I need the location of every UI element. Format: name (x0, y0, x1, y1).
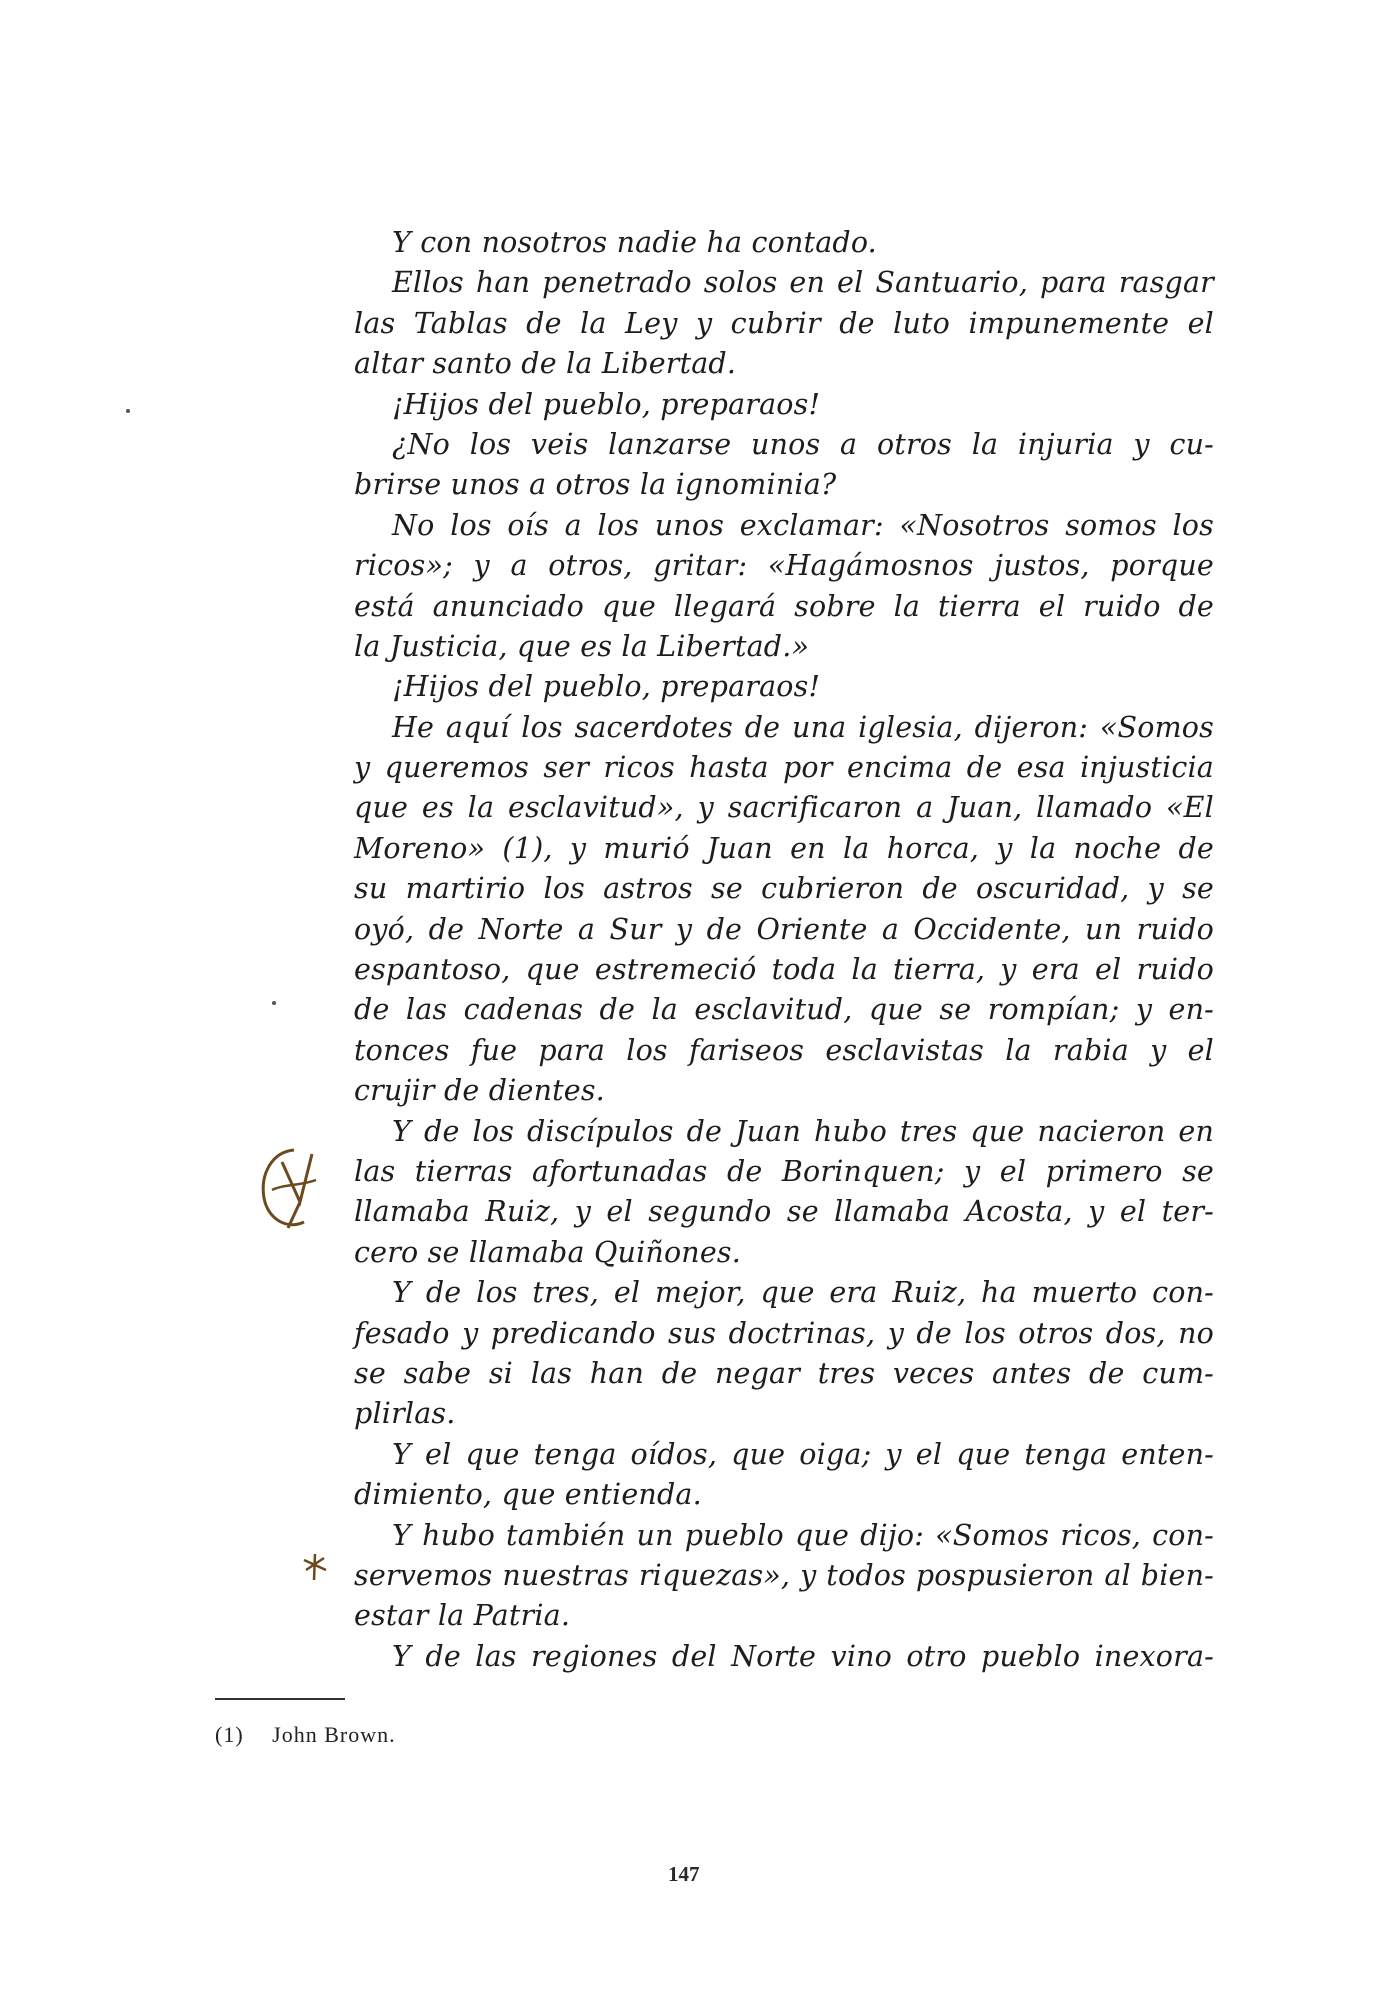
text-line: plirlas. (354, 1397, 456, 1431)
text-line: la Justicia, que es la Libertad.» (354, 629, 810, 663)
text-line: ¿No los veis lanzarse unos a otros la injuria y cu- (392, 427, 1214, 461)
text-line: Y de los discípulos de Juan hubo tres que nacieron en (392, 1114, 1214, 1148)
footnote-divider (215, 1698, 345, 1700)
text-line: de las cadenas de la esclavitud, que se rompían; y en- (354, 993, 1214, 1027)
text-line: estar la Patria. (354, 1599, 571, 1633)
text-line: ricos»; y a otros, gritar: «Hagámosnos justos, porque (354, 549, 1214, 583)
text-line: Y de los tres, el mejor, que era Ruiz, ha muerto con- (392, 1276, 1214, 1310)
page-number: 147 (668, 1862, 700, 1886)
margin-dot-mark (272, 1001, 276, 1005)
footnote-marker: (1) (215, 1722, 244, 1747)
handwritten-monogram-icon (254, 1140, 330, 1236)
text-line: No los oís a los unos exclamar: «Nosotros somos los (392, 508, 1214, 542)
text-line: su martirio los astros se cubrieron de oscuridad, y se (354, 872, 1214, 906)
text-line: servemos nuestras riquezas», y todos pospusieron al bien- (354, 1558, 1214, 1592)
text-line: brirse unos a otros la ignominia? (354, 468, 837, 502)
margin-dot-mark (126, 409, 130, 413)
text-line: Moreno» (1), y murió Juan en la horca, y la noche de (354, 831, 1214, 865)
text-line: está anunciado que llegará sobre la tierra el ruido de (354, 589, 1214, 623)
text-line: He aquí los sacerdotes de una iglesia, dijeron: «Somos (392, 710, 1214, 744)
text-line: llamaba Ruiz, y el segundo se llamaba Acosta, y el ter- (354, 1195, 1214, 1229)
footnote-text: John Brown. (272, 1722, 396, 1747)
text-line: tonces fue para los fariseos esclavistas la rabia y el (354, 1033, 1214, 1067)
text-line: las Tablas de la Ley y cubrir de luto impunemente el (354, 306, 1214, 340)
text-line: Y hubo también un pueblo que dijo: «Somos ricos, con- (392, 1518, 1214, 1552)
text-line: altar santo de la Libertad. (354, 347, 737, 381)
text-line: espantoso, que estremeció toda la tierra, y era el ruido (354, 953, 1214, 987)
text-line: fesado y predicando sus doctrinas, y de los otros dos, no (354, 1316, 1214, 1350)
handwritten-asterisk-icon (300, 1550, 330, 1584)
body-text (354, 223, 1214, 1677)
text-line: ¡Hijos del pueblo, preparaos! (392, 387, 821, 421)
text-line: Y el que tenga oídos, que oiga; y el que tenga enten- (392, 1437, 1214, 1471)
text-line: Y con nosotros nadie ha contado. (392, 226, 877, 259)
text-line: ¡Hijos del pueblo, preparaos! (392, 670, 821, 704)
text-line: dimiento, que entienda. (354, 1478, 702, 1512)
text-line: oyó, de Norte a Sur y de Oriente a Occidente, un ruido (354, 912, 1214, 946)
text-line: las tierras afortunadas de Borinquen; y el primero se (354, 1154, 1214, 1188)
footnote (215, 1722, 396, 1748)
text-line: crujir de dientes. (354, 1074, 605, 1108)
text-line: Ellos han penetrado solos en el Santuario, para rasgar (392, 266, 1214, 300)
text-line: se sabe si las han de negar tres veces antes de cum- (354, 1356, 1214, 1390)
text-line: cero se llamaba Quiñones. (354, 1235, 742, 1269)
text-line: y queremos ser ricos hasta por encima de esa injusticia (354, 751, 1214, 785)
text-line: Y de las regiones del Norte vino otro pueblo inexora- (392, 1639, 1214, 1673)
text-line: que es la esclavitud», y sacrificaron a Juan, llamado «El (354, 791, 1214, 825)
